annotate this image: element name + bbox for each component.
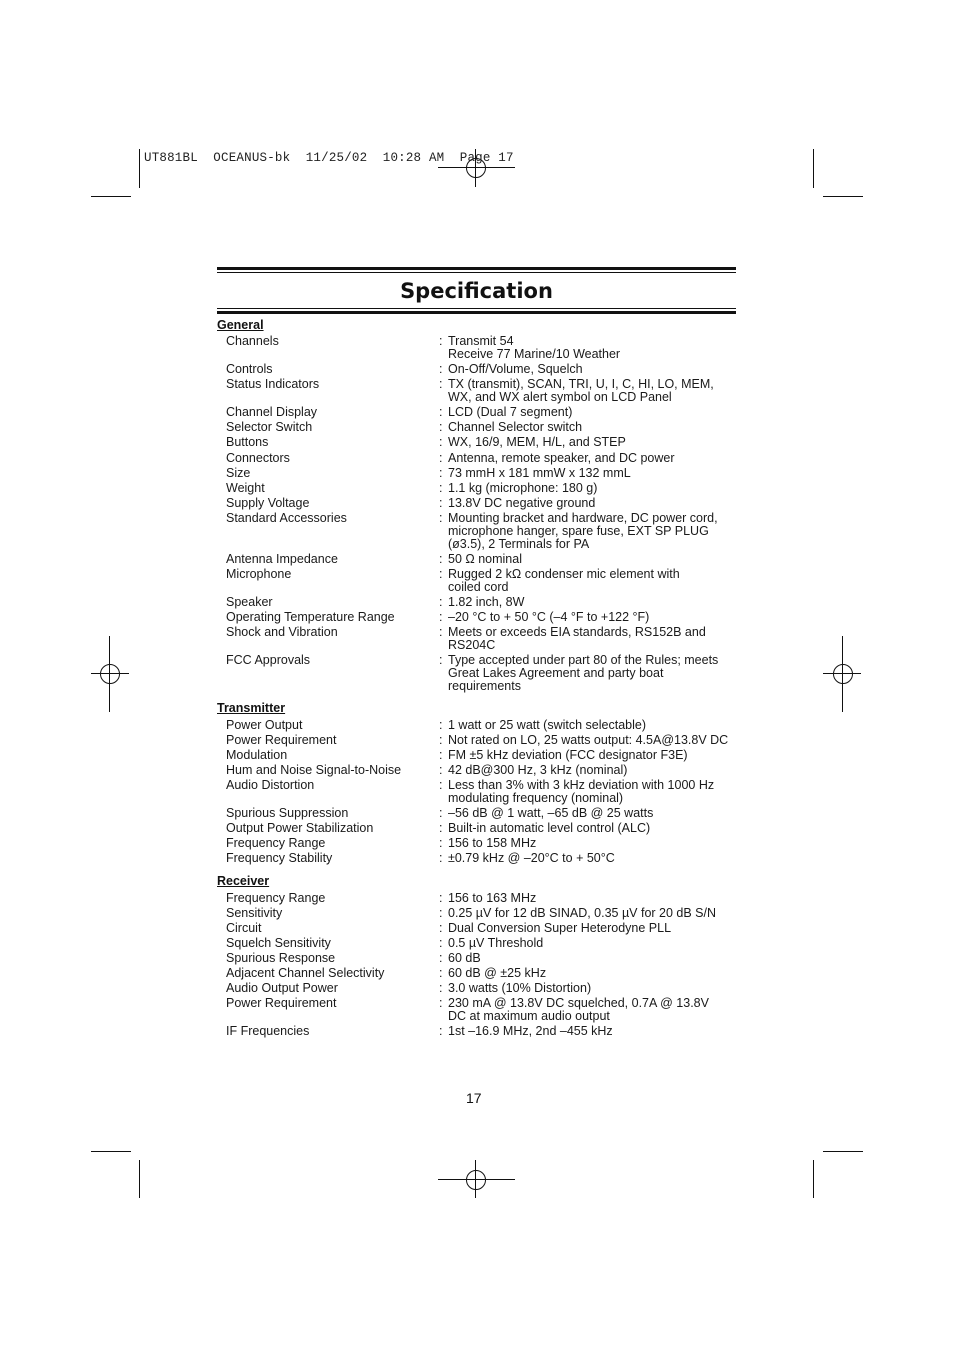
spec-separator: : <box>439 951 443 965</box>
spec-value: 60 dB <box>448 951 481 965</box>
spec-value: 50 Ω nominal <box>448 552 522 566</box>
print-slug: UT881BL OCEANUS-bk 11/25/02 10:28 AM Page 17 <box>144 151 514 165</box>
spec-label: Frequency Stability <box>226 851 333 865</box>
spec-label: Controls <box>226 362 273 376</box>
spec-label: Modulation <box>226 748 288 762</box>
spec-separator: : <box>439 653 443 667</box>
spec-label: Circuit <box>226 921 262 935</box>
spec-label: FCC Approvals <box>226 653 311 667</box>
spec-label: Spurious Response <box>226 951 336 965</box>
title-rule-bottom <box>217 311 736 314</box>
spec-label: Squelch Sensitivity <box>226 936 331 950</box>
spec-value: TX (transmit), SCAN, TRI, U, I, C, HI, LO, MEM, WX, and WX alert symbol on LCD Panel <box>448 377 714 404</box>
spec-separator: : <box>439 362 443 376</box>
spec-value: –20 °C to + 50 °C (–4 °F to +122 °F) <box>448 610 650 624</box>
spec-label: Selector Switch <box>226 420 313 434</box>
spec-value: 1.1 kg (microphone: 180 g) <box>448 481 598 495</box>
spec-label: Hum and Noise Signal-to-Noise <box>226 763 402 777</box>
spec-separator: : <box>439 610 443 624</box>
spec-separator: : <box>439 763 443 777</box>
spec-value: 156 to 158 MHz <box>448 836 537 850</box>
spec-value: 1 watt or 25 watt (switch selectable) <box>448 718 646 732</box>
spec-label: Shock and Vibration <box>226 625 338 639</box>
title-rule-top <box>217 267 736 270</box>
spec-separator: : <box>439 906 443 920</box>
spec-separator: : <box>439 405 443 419</box>
spec-value: 0.25 µV for 12 dB SINAD, 0.35 µV for 20 dB S/N <box>448 906 717 920</box>
spec-value: 1st –16.9 MHz, 2nd –455 kHz <box>448 1024 613 1038</box>
spec-separator: : <box>439 334 443 348</box>
spec-separator: : <box>439 1024 443 1038</box>
spec-value: 1.82 inch, 8W <box>448 595 525 609</box>
title-rule-bottom-thin <box>217 308 736 309</box>
spec-label: Audio Distortion <box>226 778 315 792</box>
spec-value: Transmit 54 Receive 77 Marine/10 Weather <box>448 334 621 361</box>
spec-separator: : <box>439 595 443 609</box>
spec-value: 156 to 163 MHz <box>448 891 537 905</box>
spec-value: Less than 3% with 3 kHz deviation with 1000 Hz modulating frequency (nominal) <box>448 778 715 805</box>
spec-value: Rugged 2 kΩ condenser mic element with coiled cord <box>448 567 680 594</box>
spec-value: Built-in automatic level control (ALC) <box>448 821 651 835</box>
spec-value: Meets or exceeds EIA standards, RS152B and RS204C <box>448 625 706 652</box>
spec-label: Sensitivity <box>226 906 283 920</box>
spec-label: Power Requirement <box>226 996 337 1010</box>
spec-separator: : <box>439 718 443 732</box>
spec-value: ±0.79 kHz @ –20°C to + 50°C <box>448 851 615 865</box>
spec-label: Frequency Range <box>226 836 326 850</box>
spec-label: Standard Accessories <box>226 511 347 525</box>
spec-label: Buttons <box>226 435 269 449</box>
spec-separator: : <box>439 778 443 792</box>
spec-value: Antenna, remote speaker, and DC power <box>448 451 675 465</box>
spec-value: 13.8V DC negative ground <box>448 496 596 510</box>
spec-value: WX, 16/9, MEM, H/L, and STEP <box>448 435 626 449</box>
spec-separator: : <box>439 891 443 905</box>
spec-value: FM ±5 kHz deviation (FCC designator F3E) <box>448 748 688 762</box>
section-heading-general: General <box>217 318 264 332</box>
spec-separator: : <box>439 836 443 850</box>
spec-value: Not rated on LO, 25 watts output: 4.5A@13.8V DC <box>448 733 729 747</box>
spec-separator: : <box>439 511 443 525</box>
spec-separator: : <box>439 466 443 480</box>
spec-label: Channel Display <box>226 405 318 419</box>
spec-label: Spurious Suppression <box>226 806 349 820</box>
spec-separator: : <box>439 552 443 566</box>
spec-separator: : <box>439 435 443 449</box>
spec-value: Channel Selector switch <box>448 420 583 434</box>
spec-label: Frequency Range <box>226 891 326 905</box>
spec-value: 0.5 µV Threshold <box>448 936 544 950</box>
spec-separator: : <box>439 420 443 434</box>
spec-label: Microphone <box>226 567 292 581</box>
spec-value: 73 mmH x 181 mmW x 132 mmL <box>448 466 631 480</box>
spec-label: Supply Voltage <box>226 496 310 510</box>
spec-value: 3.0 watts (10% Distortion) <box>448 981 592 995</box>
page-title: Specification <box>400 279 553 303</box>
spec-label: Adjacent Channel Selectivity <box>226 966 385 980</box>
spec-separator: : <box>439 936 443 950</box>
spec-separator: : <box>439 921 443 935</box>
spec-separator: : <box>439 496 443 510</box>
spec-separator: : <box>439 748 443 762</box>
spec-label: Antenna Impedance <box>226 552 338 566</box>
spec-label: Weight <box>226 481 265 495</box>
spec-value: Type accepted under part 80 of the Rules; meets Great Lakes Agreement and party boat requirements <box>448 653 719 693</box>
spec-value: On-Off/Volume, Squelch <box>448 362 583 376</box>
section-heading-transmitter: Transmitter <box>217 701 286 715</box>
section-heading-receiver: Receiver <box>217 874 270 888</box>
spec-separator: : <box>439 821 443 835</box>
spec-label: IF Frequencies <box>226 1024 310 1038</box>
spec-separator: : <box>439 451 443 465</box>
spec-value: –56 dB @ 1 watt, –65 dB @ 25 watts <box>448 806 654 820</box>
title-rule-top-thin <box>217 272 736 273</box>
spec-separator: : <box>439 996 443 1010</box>
spec-value: 230 mA @ 13.8V DC squelched, 0.7A @ 13.8V DC at maximum audio output <box>448 996 709 1023</box>
spec-label: Speaker <box>226 595 273 609</box>
spec-separator: : <box>439 806 443 820</box>
spec-label: Output Power Stabilization <box>226 821 374 835</box>
spec-label: Channels <box>226 334 279 348</box>
spec-label: Connectors <box>226 451 290 465</box>
spec-value: LCD (Dual 7 segment) <box>448 405 573 419</box>
spec-label: Audio Output Power <box>226 981 338 995</box>
spec-separator: : <box>439 966 443 980</box>
spec-value: Mounting bracket and hardware, DC power cord, microphone hanger, spare fuse, EXT SP PLUG (ø3.5), 2 Terminals for PA <box>448 511 718 551</box>
spec-separator: : <box>439 481 443 495</box>
spec-separator: : <box>439 733 443 747</box>
spec-value: Dual Conversion Super Heterodyne PLL <box>448 921 672 935</box>
spec-value: 42 dB@300 Hz, 3 kHz (nominal) <box>448 763 628 777</box>
spec-label: Operating Temperature Range <box>226 610 395 624</box>
spec-separator: : <box>439 625 443 639</box>
spec-label: Power Requirement <box>226 733 337 747</box>
title-block <box>217 267 736 314</box>
spec-separator: : <box>439 851 443 865</box>
spec-separator: : <box>439 377 443 391</box>
spec-label: Status Indicators <box>226 377 320 391</box>
page-number: 17 <box>466 1090 482 1106</box>
spec-separator: : <box>439 567 443 581</box>
spec-label: Power Output <box>226 718 303 732</box>
spec-value: 60 dB @ ±25 kHz <box>448 966 547 980</box>
spec-separator: : <box>439 981 443 995</box>
spec-label: Size <box>226 466 251 480</box>
